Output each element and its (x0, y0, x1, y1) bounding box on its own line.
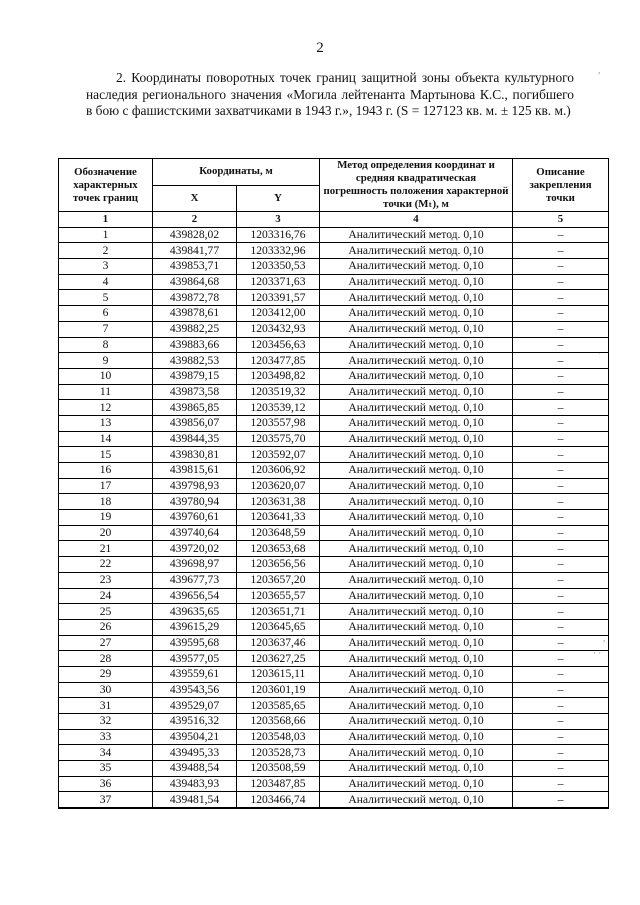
table-row (59, 745, 609, 761)
y-coordinate-cell: 1203371,63 (237, 274, 320, 290)
x-coordinate-cell: 439720,02 (153, 541, 237, 557)
method-cell: Аналитический метод. 0,10 (320, 792, 513, 808)
x-coordinate-cell: 439872,78 (153, 290, 237, 306)
point-number-cell: 36 (59, 776, 153, 792)
description-cell: – (513, 698, 609, 714)
point-number-cell: 17 (59, 478, 153, 494)
x-coordinate-cell: 439595,68 (153, 635, 237, 651)
method-cell: Аналитический метод. 0,10 (320, 745, 513, 761)
description-cell: – (513, 353, 609, 369)
x-coordinate-cell: 439865,85 (153, 400, 237, 416)
point-number-cell: 21 (59, 541, 153, 557)
x-coordinate-cell: 439864,68 (153, 274, 237, 290)
y-coordinate-cell: 1203657,20 (237, 572, 320, 588)
description-cell: – (513, 525, 609, 541)
intro-text: 2. Координаты поворотных точек границ защитной зоны объекта культурного наследия регионального значения «Могила лейтенанта Мартынова К.С., погибшего в бою с фашистскими захватчиками в 1943 г.», 1943 г. (S = 127123 кв. м. ± 125 кв. м.) (86, 70, 574, 118)
point-number-cell: 35 (59, 761, 153, 777)
x-coordinate-cell: 439516,32 (153, 714, 237, 730)
x-coordinate-cell: 439878,61 (153, 306, 237, 322)
description-cell: – (513, 415, 609, 431)
description-cell: – (513, 729, 609, 745)
method-cell: Аналитический метод. 0,10 (320, 400, 513, 416)
header-description: Описание закрепления точки (513, 159, 609, 212)
method-cell: Аналитический метод. 0,10 (320, 714, 513, 730)
y-coordinate-cell: 1203653,68 (237, 541, 320, 557)
point-number-cell: 10 (59, 368, 153, 384)
table-row (59, 666, 609, 682)
x-coordinate-cell: 439879,15 (153, 368, 237, 384)
description-cell: – (513, 682, 609, 698)
scan-mark: , (598, 65, 601, 75)
description-cell: – (513, 714, 609, 730)
description-cell: – (513, 321, 609, 337)
point-number-cell: 31 (59, 698, 153, 714)
point-number-cell: 11 (59, 384, 153, 400)
y-coordinate-cell: 1203412,00 (237, 306, 320, 322)
y-coordinate-cell: 1203606,92 (237, 463, 320, 479)
table-row (59, 761, 609, 777)
description-cell: – (513, 745, 609, 761)
point-number-cell: 29 (59, 666, 153, 682)
table-row (59, 525, 609, 541)
point-number-cell: 8 (59, 337, 153, 353)
x-coordinate-cell: 439856,07 (153, 415, 237, 431)
header-y: Y (237, 185, 320, 212)
x-coordinate-cell: 439543,56 (153, 682, 237, 698)
table-row (59, 588, 609, 604)
description-cell: – (513, 619, 609, 635)
table-row (59, 321, 609, 337)
description-cell: – (513, 290, 609, 306)
table-row (59, 494, 609, 510)
x-coordinate-cell: 439882,25 (153, 321, 237, 337)
y-coordinate-cell: 1203620,07 (237, 478, 320, 494)
point-number-cell: 6 (59, 306, 153, 322)
method-cell: Аналитический метод. 0,10 (320, 635, 513, 651)
description-cell: – (513, 368, 609, 384)
y-coordinate-cell: 1203432,93 (237, 321, 320, 337)
header-method: Метод определения координат и средняя квадратическая погрешность положения характерной точки (Mₜ), м (320, 159, 513, 212)
description-cell: – (513, 306, 609, 322)
description-cell: – (513, 776, 609, 792)
table-row (59, 510, 609, 526)
method-cell: Аналитический метод. 0,10 (320, 729, 513, 745)
method-cell: Аналитический метод. 0,10 (320, 384, 513, 400)
table-row (59, 431, 609, 447)
method-cell: Аналитический метод. 0,10 (320, 541, 513, 557)
method-cell: Аналитический метод. 0,10 (320, 604, 513, 620)
method-cell: Аналитический метод. 0,10 (320, 353, 513, 369)
table-row (59, 290, 609, 306)
description-cell: – (513, 227, 609, 243)
point-number-cell: 7 (59, 321, 153, 337)
table-row (59, 337, 609, 353)
column-number: 2 (153, 212, 237, 228)
method-cell: Аналитический метод. 0,10 (320, 463, 513, 479)
method-cell: Аналитический метод. 0,10 (320, 431, 513, 447)
table-row (59, 353, 609, 369)
method-cell: Аналитический метод. 0,10 (320, 525, 513, 541)
description-cell: – (513, 384, 609, 400)
y-coordinate-cell: 1203508,59 (237, 761, 320, 777)
method-cell: Аналитический метод. 0,10 (320, 337, 513, 353)
column-number: 3 (237, 212, 320, 228)
header-point-designation: Обозначение характерных точек границ (59, 159, 153, 212)
table-row (59, 400, 609, 416)
x-coordinate-cell: 439635,65 (153, 604, 237, 620)
y-coordinate-cell: 1203477,85 (237, 353, 320, 369)
y-coordinate-cell: 1203592,07 (237, 447, 320, 463)
column-number: 5 (513, 212, 609, 228)
table-row (59, 604, 609, 620)
x-coordinate-cell: 439677,73 (153, 572, 237, 588)
point-number-cell: 34 (59, 745, 153, 761)
y-coordinate-cell: 1203615,11 (237, 666, 320, 682)
method-cell: Аналитический метод. 0,10 (320, 227, 513, 243)
x-coordinate-cell: 439798,93 (153, 478, 237, 494)
description-cell: – (513, 259, 609, 275)
y-coordinate-cell: 1203557,98 (237, 415, 320, 431)
method-cell: Аналитический метод. 0,10 (320, 761, 513, 777)
table-row (59, 478, 609, 494)
description-cell: – (513, 792, 609, 808)
table-row (59, 541, 609, 557)
point-number-cell: 27 (59, 635, 153, 651)
table-row (59, 651, 609, 667)
description-cell: – (513, 400, 609, 416)
x-coordinate-cell: 439740,64 (153, 525, 237, 541)
method-cell: Аналитический метод. 0,10 (320, 243, 513, 259)
table-row (59, 792, 609, 808)
table-row (59, 306, 609, 322)
table-row (59, 463, 609, 479)
coordinates-rows (59, 227, 609, 808)
y-coordinate-cell: 1203456,63 (237, 337, 320, 353)
table-row (59, 572, 609, 588)
description-cell: – (513, 588, 609, 604)
point-number-cell: 32 (59, 714, 153, 730)
x-coordinate-cell: 439483,93 (153, 776, 237, 792)
method-cell: Аналитический метод. 0,10 (320, 651, 513, 667)
point-number-cell: 5 (59, 290, 153, 306)
description-cell: – (513, 431, 609, 447)
y-coordinate-cell: 1203631,38 (237, 494, 320, 510)
y-coordinate-cell: 1203332,96 (237, 243, 320, 259)
point-number-cell: 24 (59, 588, 153, 604)
description-cell: – (513, 463, 609, 479)
x-coordinate-cell: 439873,58 (153, 384, 237, 400)
point-number-cell: 14 (59, 431, 153, 447)
point-number-cell: 12 (59, 400, 153, 416)
column-number: 4 (320, 212, 513, 228)
point-number-cell: 25 (59, 604, 153, 620)
scan-mark: · · (593, 648, 602, 658)
y-coordinate-cell: 1203487,85 (237, 776, 320, 792)
x-coordinate-cell: 439815,61 (153, 463, 237, 479)
point-number-cell: 16 (59, 463, 153, 479)
method-cell: Аналитический метод. 0,10 (320, 259, 513, 275)
table-row (59, 227, 609, 243)
point-number-cell: 30 (59, 682, 153, 698)
intro-paragraph (86, 70, 574, 120)
table-row (59, 243, 609, 259)
method-cell: Аналитический метод. 0,10 (320, 588, 513, 604)
description-cell: – (513, 635, 609, 651)
y-coordinate-cell: 1203568,66 (237, 714, 320, 730)
x-coordinate-cell: 439882,53 (153, 353, 237, 369)
x-coordinate-cell: 439841,77 (153, 243, 237, 259)
table-row (59, 384, 609, 400)
description-cell: – (513, 572, 609, 588)
method-cell: Аналитический метод. 0,10 (320, 666, 513, 682)
table-row (59, 447, 609, 463)
y-coordinate-cell: 1203350,53 (237, 259, 320, 275)
table-row (59, 415, 609, 431)
page-number: 2 (316, 40, 324, 56)
table-row (59, 729, 609, 745)
y-coordinate-cell: 1203656,56 (237, 557, 320, 573)
table-row (59, 682, 609, 698)
description-cell: – (513, 510, 609, 526)
point-number-cell: 1 (59, 227, 153, 243)
point-number-cell: 13 (59, 415, 153, 431)
x-coordinate-cell: 439883,66 (153, 337, 237, 353)
column-number: 1 (59, 212, 153, 228)
y-coordinate-cell: 1203575,70 (237, 431, 320, 447)
table-row (59, 635, 609, 651)
x-coordinate-cell: 439656,54 (153, 588, 237, 604)
method-cell: Аналитический метод. 0,10 (320, 447, 513, 463)
header-coordinates: Координаты, м (153, 159, 320, 186)
header-x: X (153, 185, 237, 212)
point-number-cell: 22 (59, 557, 153, 573)
description-cell: – (513, 274, 609, 290)
y-coordinate-cell: 1203519,32 (237, 384, 320, 400)
x-coordinate-cell: 439504,21 (153, 729, 237, 745)
x-coordinate-cell: 439830,81 (153, 447, 237, 463)
method-cell: Аналитический метод. 0,10 (320, 368, 513, 384)
method-cell: Аналитический метод. 0,10 (320, 510, 513, 526)
table-row (59, 698, 609, 714)
point-number-cell: 9 (59, 353, 153, 369)
scan-mark: ˙ (598, 351, 601, 361)
point-number-cell: 4 (59, 274, 153, 290)
method-cell: Аналитический метод. 0,10 (320, 415, 513, 431)
description-cell: – (513, 494, 609, 510)
x-coordinate-cell: 439828,02 (153, 227, 237, 243)
description-cell: – (513, 541, 609, 557)
method-cell: Аналитический метод. 0,10 (320, 557, 513, 573)
description-cell: – (513, 651, 609, 667)
description-cell: – (513, 337, 609, 353)
x-coordinate-cell: 439698,97 (153, 557, 237, 573)
x-coordinate-cell: 439780,94 (153, 494, 237, 510)
x-coordinate-cell: 439488,54 (153, 761, 237, 777)
method-cell: Аналитический метод. 0,10 (320, 321, 513, 337)
y-coordinate-cell: 1203627,25 (237, 651, 320, 667)
description-cell: – (513, 666, 609, 682)
table-row (59, 368, 609, 384)
y-coordinate-cell: 1203585,65 (237, 698, 320, 714)
table-row (59, 274, 609, 290)
y-coordinate-cell: 1203498,82 (237, 368, 320, 384)
x-coordinate-cell: 439760,61 (153, 510, 237, 526)
description-cell: – (513, 557, 609, 573)
point-number-cell: 18 (59, 494, 153, 510)
description-cell: – (513, 604, 609, 620)
table-row (59, 619, 609, 635)
point-number-cell: 20 (59, 525, 153, 541)
description-cell: – (513, 447, 609, 463)
y-coordinate-cell: 1203648,59 (237, 525, 320, 541)
method-cell: Аналитический метод. 0,10 (320, 619, 513, 635)
point-number-cell: 37 (59, 792, 153, 808)
method-cell: Аналитический метод. 0,10 (320, 776, 513, 792)
y-coordinate-cell: 1203539,12 (237, 400, 320, 416)
scan-mark: , (603, 633, 606, 643)
y-coordinate-cell: 1203601,19 (237, 682, 320, 698)
method-cell: Аналитический метод. 0,10 (320, 290, 513, 306)
description-cell: – (513, 478, 609, 494)
y-coordinate-cell: 1203548,03 (237, 729, 320, 745)
y-coordinate-cell: 1203637,46 (237, 635, 320, 651)
method-cell: Аналитический метод. 0,10 (320, 494, 513, 510)
x-coordinate-cell: 439853,71 (153, 259, 237, 275)
y-coordinate-cell: 1203316,76 (237, 227, 320, 243)
point-number-cell: 23 (59, 572, 153, 588)
y-coordinate-cell: 1203655,57 (237, 588, 320, 604)
point-number-cell: 28 (59, 651, 153, 667)
point-number-cell: 33 (59, 729, 153, 745)
point-number-cell: 2 (59, 243, 153, 259)
description-cell: – (513, 243, 609, 259)
method-cell: Аналитический метод. 0,10 (320, 698, 513, 714)
x-coordinate-cell: 439495,33 (153, 745, 237, 761)
x-coordinate-cell: 439844,35 (153, 431, 237, 447)
description-cell: – (513, 761, 609, 777)
point-number-cell: 19 (59, 510, 153, 526)
method-cell: Аналитический метод. 0,10 (320, 682, 513, 698)
method-cell: Аналитический метод. 0,10 (320, 274, 513, 290)
point-number-cell: 15 (59, 447, 153, 463)
x-coordinate-cell: 439615,29 (153, 619, 237, 635)
x-coordinate-cell: 439481,54 (153, 792, 237, 808)
y-coordinate-cell: 1203528,73 (237, 745, 320, 761)
y-coordinate-cell: 1203645,65 (237, 619, 320, 635)
y-coordinate-cell: 1203651,71 (237, 604, 320, 620)
x-coordinate-cell: 439559,61 (153, 666, 237, 682)
coordinates-table (58, 158, 609, 809)
point-number-cell: 26 (59, 619, 153, 635)
method-cell: Аналитический метод. 0,10 (320, 306, 513, 322)
table-row (59, 557, 609, 573)
point-number-cell: 3 (59, 259, 153, 275)
method-cell: Аналитический метод. 0,10 (320, 478, 513, 494)
table-row (59, 714, 609, 730)
y-coordinate-cell: 1203641,33 (237, 510, 320, 526)
y-coordinate-cell: 1203466,74 (237, 792, 320, 808)
x-coordinate-cell: 439529,07 (153, 698, 237, 714)
method-cell: Аналитический метод. 0,10 (320, 572, 513, 588)
table-row (59, 259, 609, 275)
y-coordinate-cell: 1203391,57 (237, 290, 320, 306)
x-coordinate-cell: 439577,05 (153, 651, 237, 667)
table-row (59, 776, 609, 792)
